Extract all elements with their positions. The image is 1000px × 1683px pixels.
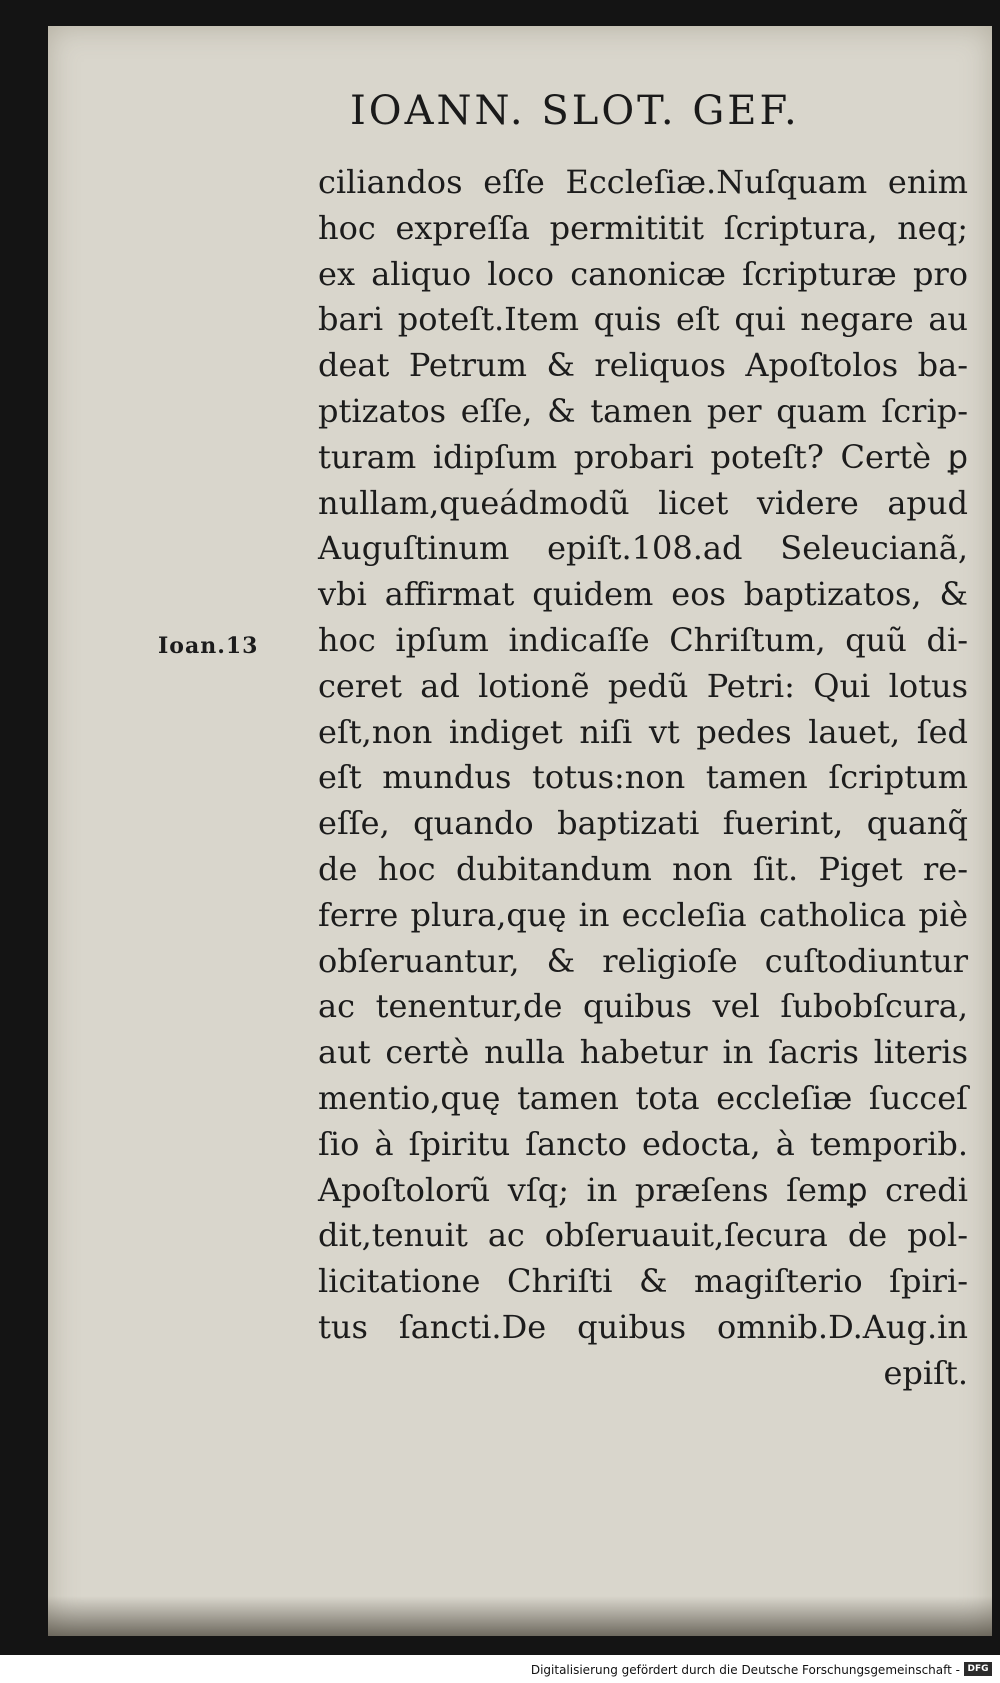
text-line: ac tenentur,de quibus vel ſubobſcura,: [318, 987, 968, 1026]
text-line: ferre plura,quę in eccleſia catholica piè: [318, 895, 968, 934]
margin-note: Ioan.13: [158, 633, 259, 659]
text-line: eſſe, quando baptizati fuerint, quanq̃: [318, 804, 968, 843]
running-head: IOANN. SLOT. GEF.: [350, 88, 800, 134]
text-line: aut certè nulla habetur in ſacris literis: [318, 1033, 968, 1072]
text-line: mentio,quę tamen tota eccleſiæ ſucceſ: [318, 1078, 968, 1117]
dfg-logo: DFG: [964, 1662, 992, 1676]
text-line: bari poteſt.Item quis eſt qui negare au: [318, 300, 968, 339]
text-line: obſeruantur, & religioſe cuſtodiuntur: [318, 941, 968, 980]
text-line: vbi affirmat quidem eos baptizatos, &: [318, 575, 968, 614]
text-line: ceret ad lotionẽ pedũ Petri: Qui lotus: [318, 666, 968, 705]
text-line: ptizatos eſſe, & tamen per quam ſcrip-: [318, 391, 968, 430]
text-line: ex aliquo loco canonicæ ſcripturæ pro: [318, 254, 968, 293]
text-line: hoc expreſſa permititit ſcriptura, neq;: [318, 208, 968, 247]
catchword: epiſt.: [883, 1353, 968, 1392]
footer-credit: Digitalisierung gefördert durch die Deutsche Forschungsgemeinschaft -: [530, 1663, 960, 1677]
text-line: Auguſtinum epiſt.108.ad Seleucianã,: [318, 529, 968, 568]
text-line: de hoc dubitandum non ſit. Piget re-: [318, 849, 968, 888]
text-line: hoc ipſum indicaſſe Chriſtum, quũ di-: [318, 620, 968, 659]
text-line: deat Petrum & reliquos Apoſtolos ba-: [318, 346, 968, 385]
text-line: ciliandos eſſe Eccleſiæ.Nuſquam enim: [318, 163, 968, 201]
text-line: dit,tenuit ac obſeruauit,ſecura de pol-: [318, 1216, 968, 1255]
text-line: licitatione Chriſti & magiſterio ſpiri-: [318, 1262, 968, 1301]
text-line: turam idipſum probari poteſt? Certè ꝑ: [318, 437, 968, 476]
text-line: Apoſtolorũ vſq; in præſens ſemꝑ credi: [318, 1170, 968, 1209]
text-line: nullam,queádmodũ licet videre apud: [318, 483, 968, 522]
text-line: eſt,non indiget niſi vt pedes lauet, ſed: [318, 712, 968, 751]
text-line: ſio à ſpiritu ſancto edocta, à temporib.: [318, 1124, 968, 1163]
text-line: eſt mundus totus:non tamen ſcriptum: [318, 758, 968, 797]
text-line: tus ſancti.De quibus omnib.D.Aug.in: [318, 1307, 968, 1346]
body-text: [318, 160, 968, 1397]
